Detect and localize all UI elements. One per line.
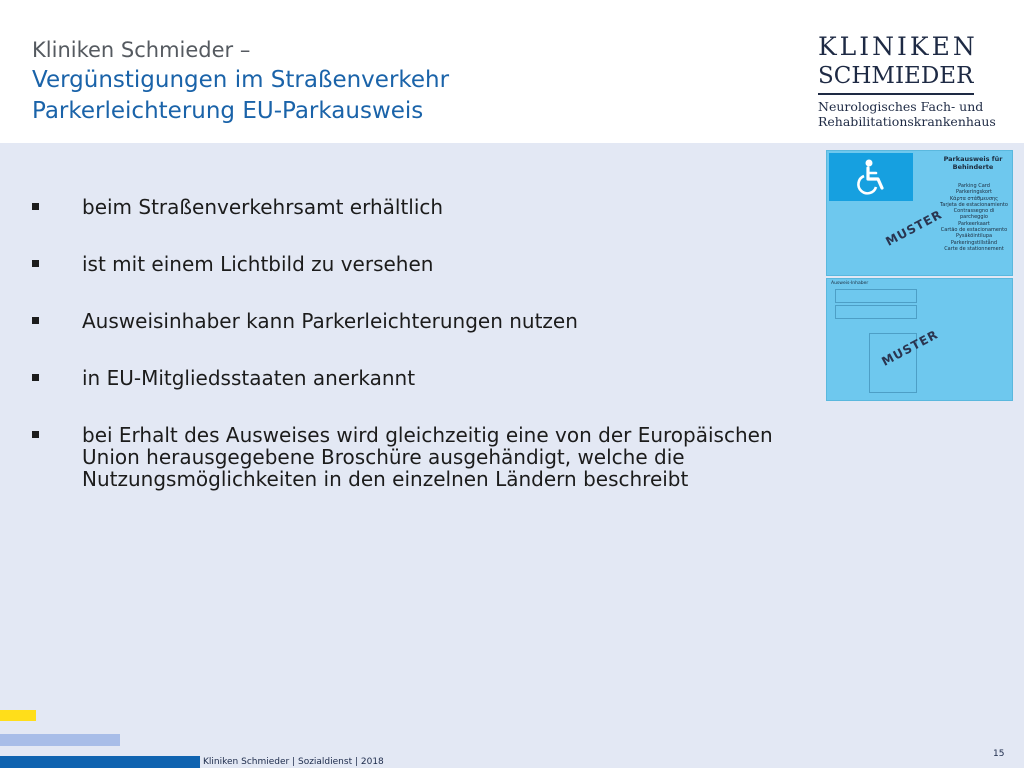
bullet-square-icon [32, 317, 39, 324]
parking-card-front-image [826, 150, 1013, 276]
bullet-text: ist mit einem Lichtbild zu versehen [82, 252, 434, 276]
bullet-item [30, 253, 820, 275]
title-line-2: Vergünstigungen im Straßenverkehr [32, 67, 450, 93]
card-front-title: Parkausweis für Behinderte [943, 155, 1003, 171]
title-line-3: Parkerleichterung EU-Parkausweis [32, 98, 424, 124]
card-line: Parkeringskort [956, 189, 992, 196]
bullet-square-icon [32, 374, 39, 381]
title-line-1: Kliniken Schmieder – [32, 38, 251, 62]
footer-text: Kliniken Schmieder | Sozialdienst | 2018 [203, 757, 384, 767]
wheelchair-icon [829, 153, 913, 201]
accent-blue-bar [0, 734, 120, 746]
bullet-square-icon [32, 203, 39, 210]
card-line: Cartão de estacionamento [940, 227, 1008, 234]
page-number: 15 [993, 749, 1005, 759]
card-back-note [933, 349, 1005, 354]
accent-yellow-bar [0, 710, 36, 721]
bullet-text: bei Erhalt des Ausweises wird gleichzeitig eine von der Europäischen Union herausgegebene Broschüre ausgehändigt, welche die Nutzungsmöglichkeiten in den einzelnen Ländern beschreibt [82, 423, 773, 491]
bullet-item [30, 367, 820, 389]
bullet-item [30, 310, 820, 332]
card-line: Carte de stationnement [944, 245, 1004, 252]
card-line: Contrassegno di parcheggio [953, 208, 995, 221]
bullet-item [30, 424, 820, 490]
card-front-lines [939, 183, 1009, 252]
card-field [835, 305, 917, 319]
logo-line-3: Neurologisches Fach- und [818, 99, 984, 114]
card-line: Κάρτα στάθμευσης [949, 195, 999, 202]
muster-watermark: MUSTER [883, 207, 945, 249]
card-back-note [933, 301, 1005, 306]
parking-card-back-image [826, 278, 1013, 401]
footer-bar [0, 756, 200, 768]
muster-watermark: MUSTER [879, 327, 941, 369]
card-field [835, 289, 917, 303]
logo-line-4: Rehabilitationskrankenhaus [818, 114, 996, 129]
card-line: Tarjeta de estacionamiento [940, 201, 1008, 208]
logo-line-2: SCHMIEDER [818, 63, 974, 89]
bullet-item [30, 196, 820, 218]
bullet-list [30, 196, 820, 525]
bullet-text: in EU-Mitgliedsstaaten anerkannt [82, 366, 416, 390]
card-back-label: Ausweis-Inhaber [831, 281, 869, 286]
card-line: Parking Card [958, 183, 990, 189]
bullet-square-icon [32, 431, 39, 438]
bullet-text: beim Straßenverkehrsamt erhältlich [82, 195, 444, 219]
card-line: Pysäköintilupa [955, 233, 993, 240]
logo-divider [818, 93, 974, 95]
card-line: Parkeringstillstånd [950, 239, 998, 246]
card-line: Parkeerkaart [958, 220, 990, 227]
bullet-text: Ausweisinhaber kann Parkerleichterungen nutzen [82, 309, 578, 333]
bullet-square-icon [32, 260, 39, 267]
logo-line-1: KLINIKEN [818, 32, 978, 61]
kliniken-schmieder-logo [818, 32, 996, 129]
slide-header [0, 0, 1024, 143]
